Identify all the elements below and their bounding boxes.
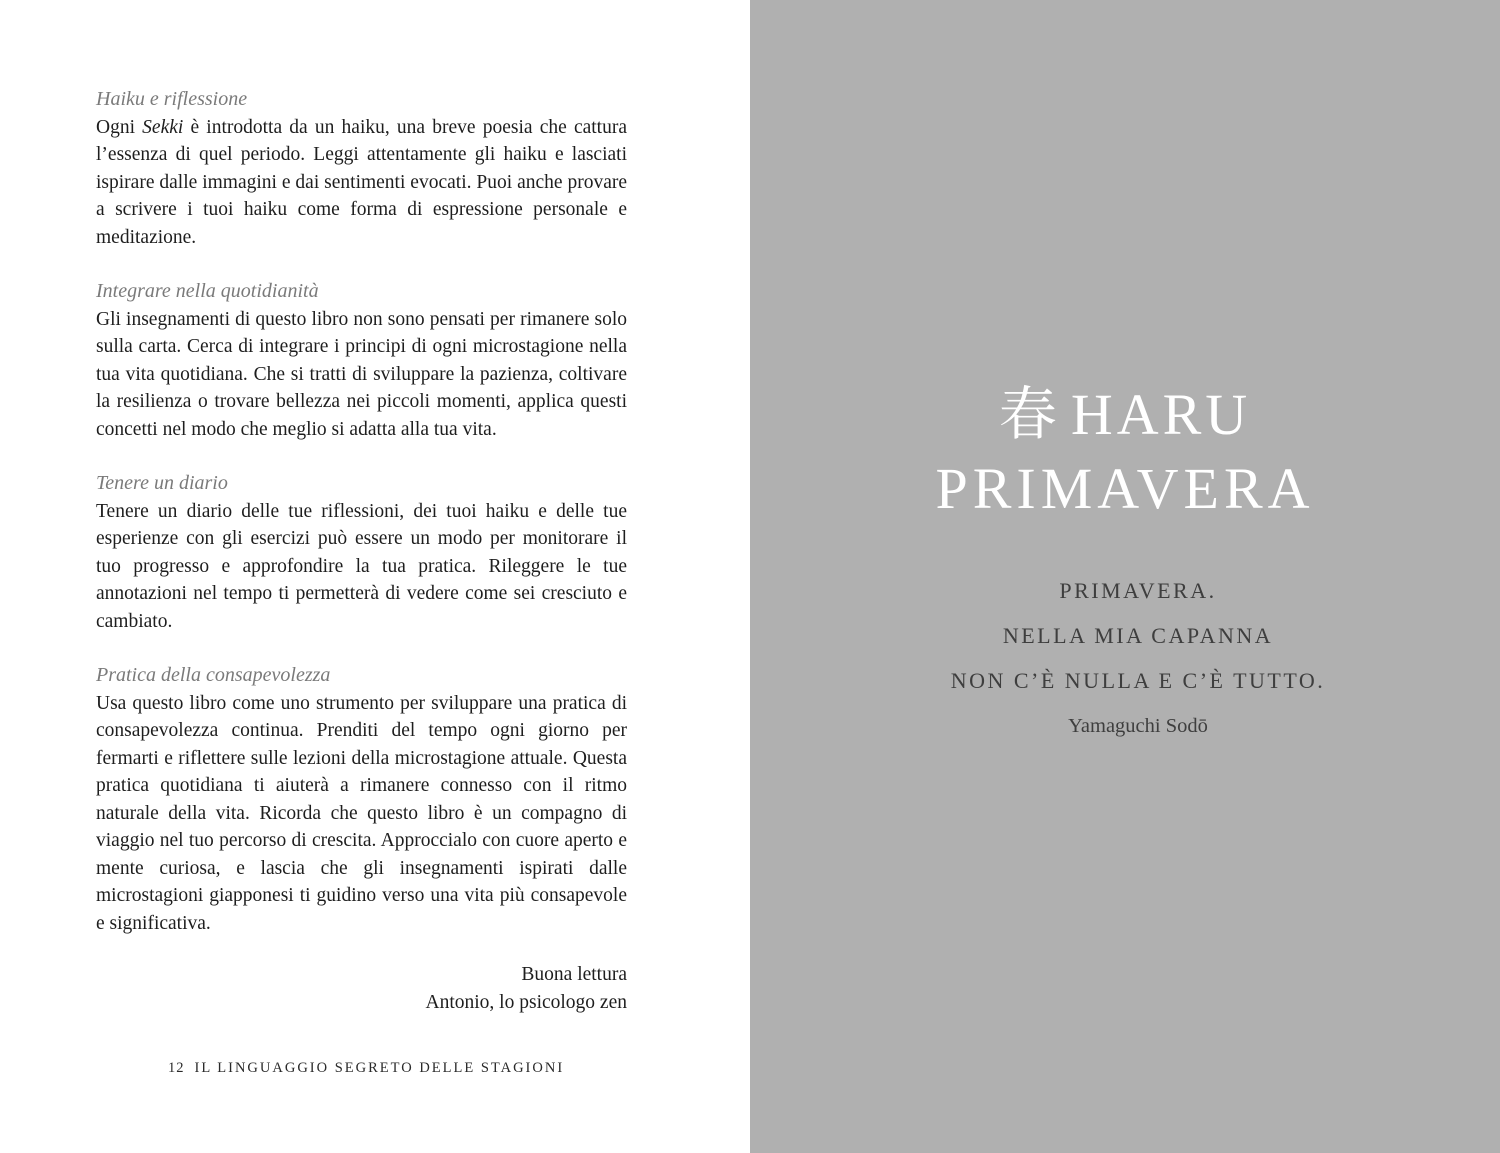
right-page: [750, 0, 1500, 1153]
body-text-rest: è introdotta da un haiku, una breve poesia che cattura l’essenza di quel periodo. Leggi attentamente gli haiku e lasciati ispirare dalle immagini e dai sentimenti evocati. Puoi anche provare a scrivere i tuoi haiku come forma di espressione personale e meditazione.: [96, 116, 627, 248]
author-signature: Antonio, lo psicologo zen: [425, 992, 627, 1013]
title-line: [750, 378, 1500, 452]
page-number: 12: [168, 1060, 185, 1076]
section-heading: Pratica della consapevolezza: [96, 664, 331, 686]
section-body: Gli insegnamenti di questo libro non sono pensati per rimanere solo sulla carta. Cerca di integrare i principi di ogni microstagione nella tua vita quotidiana. Che si tratti di sviluppare la pazienza, coltivare la resilienza o trovare bellezza nei piccoli momenti, applica questi concetti nel modo che meglio si adatta alla tua vita.: [96, 308, 627, 440]
title-kanji: 春: [998, 382, 1057, 447]
section-heading: Tenere un diario: [96, 472, 228, 494]
haiku-line: NON C’È NULLA E C’È TUTTO.: [950, 668, 1326, 693]
haiku: [750, 568, 1500, 741]
section-body: Usa questo libro come uno strumento per sviluppare una pratica di consapevolezza continua. Prenditi del tempo ogni giorno per fermarti e riflettere sulle lezioni della microstagione attuale. Questa pratica quotidiana ti aiuterà a rimanere connesso con il ritmo naturale della vita. Ricorda che questo libro è un compagno di viaggio nel tuo percorso di crescita. Approccialo con cuore aperto e mente curiosa, e lascia che gli insegnamenti ispirati dalle microstagioni giapponesi ti guidino verso una vita più consapevole e significativa.: [96, 692, 627, 934]
section-haiku-e-riflessione: [96, 86, 627, 251]
section-integrare: [96, 278, 627, 443]
haiku-line: PRIMAVERA.: [1059, 578, 1217, 603]
section-consapevolezza: [96, 662, 627, 937]
text-column: [96, 86, 627, 1017]
haiku-line: NELLA MIA CAPANNA: [1002, 623, 1274, 648]
closing-text: Buona lettura: [521, 964, 627, 985]
chapter-title: [750, 378, 1500, 526]
section-heading: Integrare nella quotidianità: [96, 280, 319, 302]
section-body: [96, 114, 627, 252]
body-emphasis: Sekki: [142, 116, 184, 138]
title-word: HARU: [1070, 382, 1252, 447]
body-text-start: Ogni: [96, 116, 143, 138]
chapter-subtitle: PRIMAVERA: [935, 456, 1315, 521]
section-diario: [96, 470, 627, 635]
signature-block: [96, 961, 627, 1017]
page-footer: [168, 1060, 564, 1077]
section-body: Tenere un diario delle tue riflessioni, dei tuoi haiku e delle tue esperienze con gli esercizi può essere un modo per monitorare il tuo progresso e approfondire la tua pratica. Rileggere le tue annotazioni nel tempo ti permetterà di vedere come sei cresciuto e cambiato.: [96, 500, 627, 632]
running-title: IL LINGUAGGIO SEGRETO DELLE STAGIONI: [194, 1060, 565, 1076]
section-heading: Haiku e riflessione: [96, 88, 248, 110]
haiku-author: Yamaguchi Sodō: [1068, 715, 1208, 737]
